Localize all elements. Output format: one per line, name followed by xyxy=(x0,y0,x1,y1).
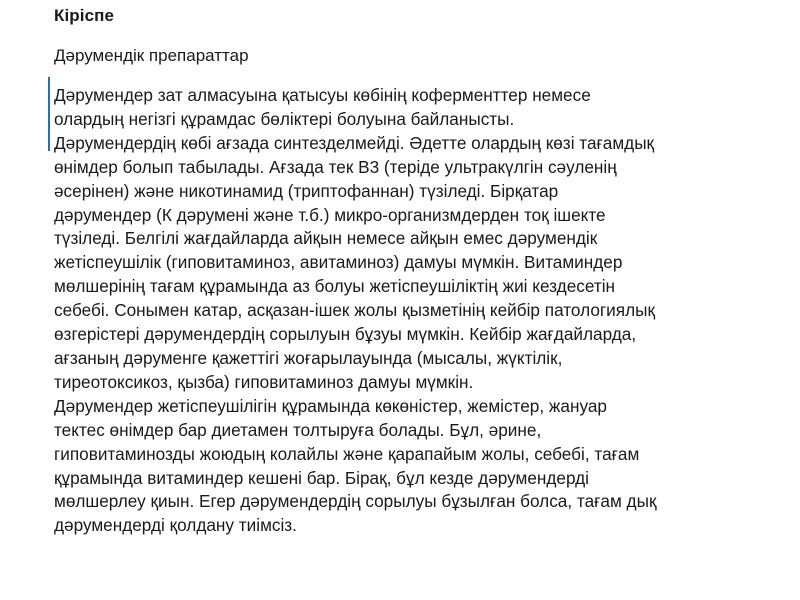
paragraph-1: Дәрумендер зат алмасуына қатысуы көбінің коферменттер немесе олардың негізгі құрамдас бөліктері болуына байланысты. Дәрумендердің көбі ағзада синтезделмейді. Әдетте олардың көзі тағамдық өнімдер болып табылады. Ағзада тек В3 (теріде ультракүлгін сәуленің әсерінен) және никотинамид (триптофаннан) түзіледі. Бірқатар дәрумендер (К дәрумені және т.б.) микро-организмдерден тоқ ішекте түзіледі. Белгілі жағдайларда айқын немесе айқын емес дәрумендік жетіспеушілік (гиповитаминоз, авитаминоз) дамуы мүмкін. Витаминдер мөлшерінің тағам құрамында аз болуы жетіспеушіліктің жиі кездесетін себебі. Сонымен катар, асқазан-ішек жолы қызметінің кейбір патологиялық өзгерістері дәрумендердің сорылуын бұзуы мүмкін. Кейбір жағдайларда, ағзаның дәруменге қажеттігі жоғарылауында (мысалы, жүктілік, тиреотоксикоз, қызба) гиповитаминоз дамуы мүмкін. xyxy=(54,85,655,392)
body-text[interactable] xyxy=(54,84,782,538)
paragraph-2: Дәрумендер жетіспеушілігін құрамында көкөністер, жемістер, жануар тектес өнімдер бар диетамен толтыруға болады. Бұл, әрине, гиповитаминозды жоюдың колайлы және қарапайым жолы, себебі, тағам құрамында витаминдер кешені бар. Бірақ, бұл кезде дәрумендерді мөлшерлеу қиын. Егер дәрумендердің сорылуы бұзылған болса, тағам дық дәрумендерді қолдану тиімсіз. xyxy=(54,395,657,536)
section-subheading: Дәрумендік препараттар xyxy=(54,46,249,65)
section-heading: Кіріспе xyxy=(54,6,115,25)
text-insertion-marker xyxy=(48,77,50,151)
